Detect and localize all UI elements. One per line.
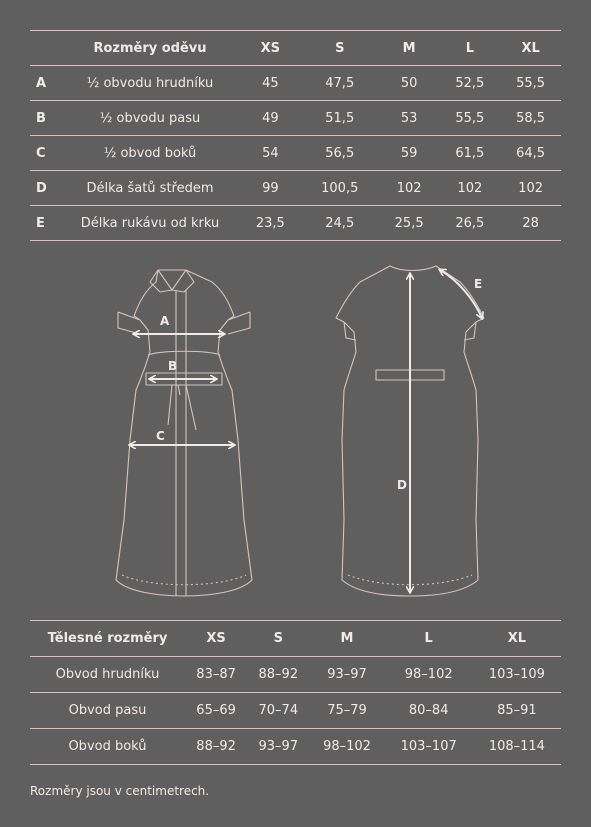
value-cell: 99 [262, 180, 279, 196]
body-measurement-table [30, 620, 561, 765]
table-row [30, 693, 561, 729]
value-cell: 45 [262, 75, 279, 91]
value-cell: 24,5 [325, 215, 355, 231]
size-header: XL [521, 40, 540, 56]
row-label: Délka šatů středem [86, 180, 214, 196]
table-row [30, 66, 561, 101]
label-a: A [160, 314, 170, 328]
row-letter: D [36, 180, 47, 196]
label-e: E [474, 277, 483, 291]
table-row [30, 657, 561, 693]
value-cell: 75–79 [327, 703, 367, 718]
units-note: Rozměry jsou v centimetrech. [30, 784, 210, 798]
label-b: B [168, 359, 178, 373]
table-row [30, 136, 561, 171]
row-label: ½ obvodu hrudníku [86, 75, 214, 91]
value-cell: 85–91 [497, 703, 537, 718]
value-cell: 80–84 [408, 703, 449, 718]
dress-diagram [0, 255, 591, 610]
size-header: XL [507, 631, 527, 646]
value-cell: 54 [262, 145, 279, 161]
body-table-title: Tělesné rozměry [47, 631, 168, 646]
table-row [30, 101, 561, 136]
value-cell: 65–69 [196, 703, 236, 718]
value-cell: 93–97 [327, 667, 367, 682]
value-cell: 88–92 [196, 739, 236, 754]
value-cell: 52,5 [455, 75, 485, 91]
value-cell: 26,5 [455, 215, 485, 231]
label-c: C [156, 429, 165, 443]
value-cell: 25,5 [394, 215, 424, 231]
value-cell: 55,5 [455, 110, 485, 126]
value-cell: 83–87 [196, 667, 236, 682]
front-dress-outline [116, 270, 252, 596]
label-d: D [397, 478, 407, 492]
row-label: Obvod pasu [68, 703, 147, 718]
value-cell: 88–92 [258, 667, 299, 682]
header-letter-cell [30, 31, 60, 66]
value-cell: 102 [457, 180, 483, 196]
row-letter: E [36, 215, 45, 231]
value-cell: 64,5 [516, 145, 546, 161]
value-cell: 49 [262, 110, 279, 126]
value-cell: 55,5 [516, 75, 546, 91]
value-cell: 100,5 [321, 180, 359, 196]
value-cell: 61,5 [455, 145, 485, 161]
size-header: L [424, 631, 433, 646]
value-cell: 98–102 [404, 667, 453, 682]
value-cell: 103–107 [400, 739, 457, 754]
size-header: L [465, 40, 474, 56]
size-header: M [402, 40, 416, 56]
value-cell: 53 [400, 110, 418, 126]
value-cell: 98–102 [323, 739, 371, 754]
garment-table-title: Rozměry oděvu [93, 40, 207, 56]
size-header: XS [206, 631, 226, 646]
table-row [30, 206, 561, 241]
row-label: Obvod boků [68, 739, 147, 754]
value-cell: 102 [518, 180, 544, 196]
value-cell: 50 [400, 75, 418, 91]
size-header: S [335, 40, 345, 56]
value-cell: 108–114 [488, 739, 545, 754]
value-cell: 51,5 [325, 110, 355, 126]
table-row [30, 171, 561, 206]
value-cell: 103–109 [488, 667, 545, 682]
table-header-row [30, 31, 561, 66]
value-cell: 58,5 [516, 110, 546, 126]
size-header: XS [260, 40, 281, 56]
value-cell: 28 [522, 215, 539, 231]
size-header: M [340, 631, 354, 646]
value-cell: 47,5 [325, 75, 355, 91]
value-cell: 93–97 [258, 739, 299, 754]
row-letter: C [36, 145, 46, 161]
table-header-row [30, 621, 561, 657]
value-cell: 70–74 [258, 703, 299, 718]
value-cell: 56,5 [325, 145, 355, 161]
row-label: Obvod hrudníku [55, 667, 160, 682]
row-letter: A [36, 75, 47, 91]
row-label: Délka rukávu od krku [80, 215, 220, 231]
row-label: ½ obvod boků [103, 145, 197, 161]
table-row [30, 729, 561, 765]
value-cell: 59 [400, 145, 418, 161]
size-header: S [273, 631, 283, 646]
garment-size-table [30, 30, 561, 241]
value-cell: 102 [396, 180, 422, 196]
row-letter: B [36, 110, 46, 126]
value-cell: 23,5 [255, 215, 285, 231]
row-label: ½ obvodu pasu [99, 110, 201, 126]
